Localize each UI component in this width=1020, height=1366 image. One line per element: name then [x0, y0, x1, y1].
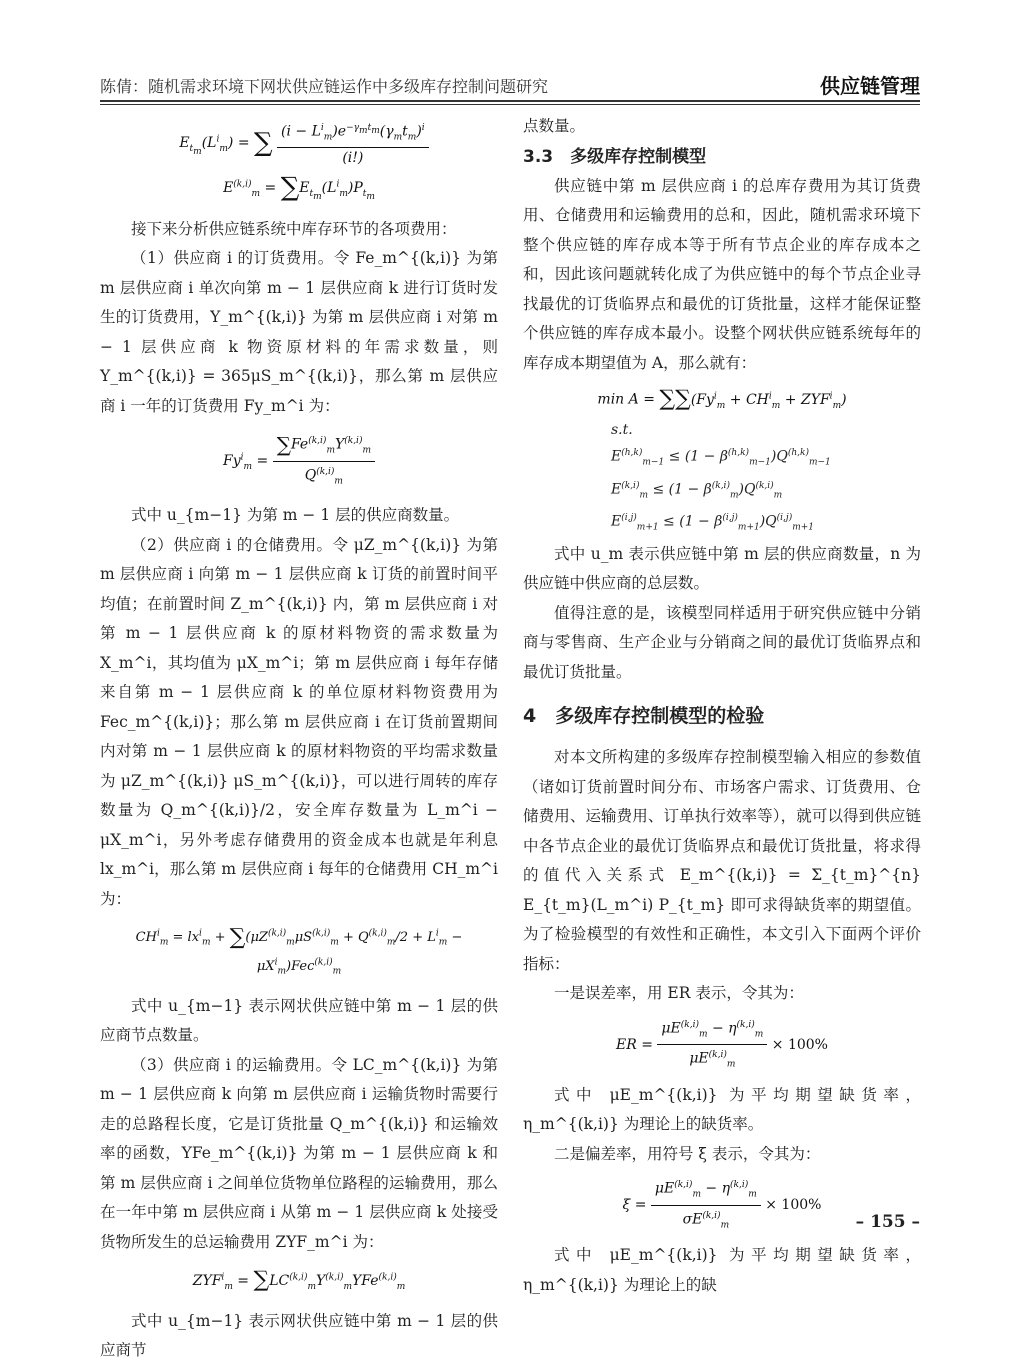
- header-rule-thin: [100, 104, 920, 105]
- equation-constraints: [611, 419, 921, 539]
- paragraph-model-test: 对本文所构建的多级库存控制模型输入相应的参数值（诸如订货前置时间分布、市场客户需求、订货费用、仓储费用、运输费用、订单执行效率等），就可以得到供应链中各节点企业的最优订货临界点和最优订货批量，将求得的值代入关系式 E_m^{(k,i)} = Σ_{t_m}^{n} E_{t_m}(L_m^i) P_{t_m} 即可求得缺货率的期望值。为了检验模型的有效性和正确性，本文引入下面两个评价指标：: [523, 748, 921, 973]
- equation-text-sources: [0, 0, 1, 1]
- paragraph-model-description: 供应链中第 m 层供应商 i 的总库存费用为其订货费用、仓储费用和运输费用的总和，因此，随机需求环境下整个供应链的库存成本等于所有节点企业的库存成本之和，因此该问题就转化成了为供应链中的每个节点企业寻找最优的订货临界点和最优的订货批量，这样才能保证整个供应链的库存成本最小。设整个网状供应链系统每年的库存成本期望值为 A，那么就有：: [523, 176, 921, 372]
- paragraph-storage-cost: （2）供应商 i 的仓储费用。令 μZ_m^{(k,i)} 为第 m 层供应商 i 向第 m − 1 层供应商 k 订货的前置时间平均值；在前置时间 Z_m^{(k,i)} 内，第 m 层供应商 i 对第 m − 1 层供应商 k 的原材料物资的需求数量为 X_m^i，其均值为 μX_m^i；第 m 层供应商 i 每年存储来自第 m − 1 层供应商 k 的单位原材料物资费用为 Fec_m^{(k,i)}；那么第 m 层供应商 i 在订货前置期间内对第 m − 1 层供应商 k 的原材料物资的平均需求数量为 μZ_m^{(k,i)} μS_m^{(k,i)}，可以进行周转的库存数量为 Q_m^{(k,i)}/2，安全库存数量为 L_m^i − μX_m^i，另外考虑存储费用的资金成本也就是年利息 lx_m^i，那么第 m 层供应商 i 每年的仓储费用 CH_m^i 为：: [100, 535, 498, 908]
- header-article-title: 陈倩：随机需求环境下网状供应链运作中多级库存控制问题研究: [100, 77, 549, 96]
- header-section-name: 供应链管理: [820, 74, 920, 98]
- paragraph-error-rate-intro: 一是误差率，用 ER 表示，令其为：: [554, 984, 804, 1003]
- paragraph-ordering-note: 式中 u_{m−1} 为第 m − 1 层的供应商数量。: [131, 506, 460, 525]
- equation-transport-cost: $ZYF^i_m = \sum LC^{(k,i)}_mY^{(k,i)}_mYFe^{(k,i)}_m$: [192, 1268, 406, 1294]
- page-number: – 155 –: [855, 1212, 920, 1232]
- running-header: [100, 72, 920, 98]
- paragraph-storage-note: 式中 u_{m−1} 表示网状供应链中第 m − 1 层的供应商节点数量。: [100, 996, 498, 1045]
- paragraph-ordering-cost: （1）供应商 i 的订货费用。令 Fe_m^{(k,i)} 为第 m 层供应商 i 单次向第 m − 1 层供应商 k 进行订货时发生的订货费用，Y_m^{(k,i)} 为第 m 层供应商 i 对第 m − 1 层供应商 k 物资原材料的年需求数量，则 Y_m^{(k,i)} = 365μS_m^{(k,i)}，那么第 m 层供应商 i 一年的订货费用 Fy_m^i 为：: [100, 249, 498, 415]
- equation-objective: $\min A = \sum\sum(Fy^i_m + CH^i_m + ZYF^i_m)$: [597, 386, 847, 412]
- paragraph-transport-cost: （3）供应商 i 的运输费用。令 LC_m^{(k,i)} 为第 m − 1 层供应商 k 向第 m 层供应商 i 运输货物时需要行走的总路程长度，它是订货批量 Q_m^{(k,i)} 和运输效率的函数，YFe_m^{(k,i)} 为第 m − 1 层供应商 k 和第 m 层供应商 i 之间单位货物单位路程的运输费用，那么在一年中第 m 层供应商 i 从第 m − 1 层供应商 k 处接受货物所发生的总运输费用 ZYF_m^i 为：: [100, 1055, 498, 1251]
- section-heading-3-3: 3.3 多级库存控制模型: [523, 146, 707, 167]
- equation-storage-cost: $CH^i_m = lx^i_m + \sum(\mu Z^{(k,i)}_m\mu S^{(k,i)}_m + Q^{(k,i)}_m/2 + L^i_m - \mu X^i_m)Fec^{(k,i)}_m$: [135, 924, 463, 977]
- constraint-1: $E^{(h,k)}_{m-1} \le (1 - \beta^{(h,k)}_{m-1})Q^{(h,k)}_{m-1}$: [611, 448, 831, 468]
- paragraph-deviation-intro: 二是偏差率，用符号 ξ 表示，令其为：: [554, 1144, 821, 1163]
- paragraph-error-rate-note: 式中 μE_m^{(k,i)} 为平均期望缺货率，η_m^{(k,i)} 为理论上的缺货率。: [523, 1085, 921, 1134]
- paragraph-cost-intro: 接下来分析供应链系统中库存环节的各项费用：: [131, 219, 457, 238]
- paragraph-variables-note: 式中 u_m 表示供应链中第 m 层的供应商数量，n 为供应链中供应商的总层数。: [523, 544, 921, 593]
- constraint-st: s.t.: [611, 422, 633, 439]
- equation-error-rate: ER = $\frac{\mu E^{(k,i)}_m - \eta^{(k,i)}_m}{\mu E^{(k,i)}_m}$ × 100%: [523, 1015, 921, 1075]
- paragraph-deviation-note: 式中 μE_m^{(k,i)} 为平均期望缺货率，η_m^{(k,i)} 为理论上的缺: [523, 1246, 921, 1294]
- paragraph-applicability: 值得注意的是，该模型同样适用于研究供应链中分销商与零售商、生产企业与分销商之间的最优订货临界点和最优订货批量。: [523, 603, 921, 681]
- equation-expected-shortage: $E_{t_m}(L^i_m)$ = ∑ $\frac{(i - L^i_m)e^{-\gamma_mt_m}(\gamma_mt_m)^i}{(i!)}$: [100, 118, 498, 168]
- paragraph-continued: 点数量。: [523, 117, 586, 135]
- paragraph-transport-note: 式中 u_{m−1} 表示网状供应链中第 m − 1 层的供应商节: [100, 1311, 498, 1360]
- constraint-2: $E^{(k,i)}_m \le (1 - \beta^{(k,i)}_m)Q^{(k,i)}_m$: [611, 480, 783, 501]
- eq1-text: [0, 0, 1, 1]
- left-column: [100, 112, 498, 1366]
- equation-expected-shortage-sum: $E^{(k,i)}_m = \sum E_{t_m}(L^i_m)P_{t_m}$: [223, 173, 375, 204]
- section-heading-4: 4 多级库存控制模型的检验: [523, 705, 765, 728]
- constraint-3: $E^{(i,j)}_{m+1} \le (1 - \beta^{(i,j)}_{m+1})Q^{(i,j)}_{m+1}$: [611, 513, 815, 533]
- equation-ordering-cost: $Fy^i_m$ = $\frac{\sum Fe^{(k,i)}_mY^{(k,i)}_m}{Q^{(k,i)}_m}$: [100, 431, 498, 491]
- equation-deviation-rate: ξ = $\frac{\mu E^{(k,i)}_m - \eta^{(k,i)}_m}{\sigma E^{(k,i)}_m}$ × 100%: [523, 1175, 921, 1235]
- right-column: [523, 112, 921, 1300]
- header-rule-thick: [100, 100, 920, 102]
